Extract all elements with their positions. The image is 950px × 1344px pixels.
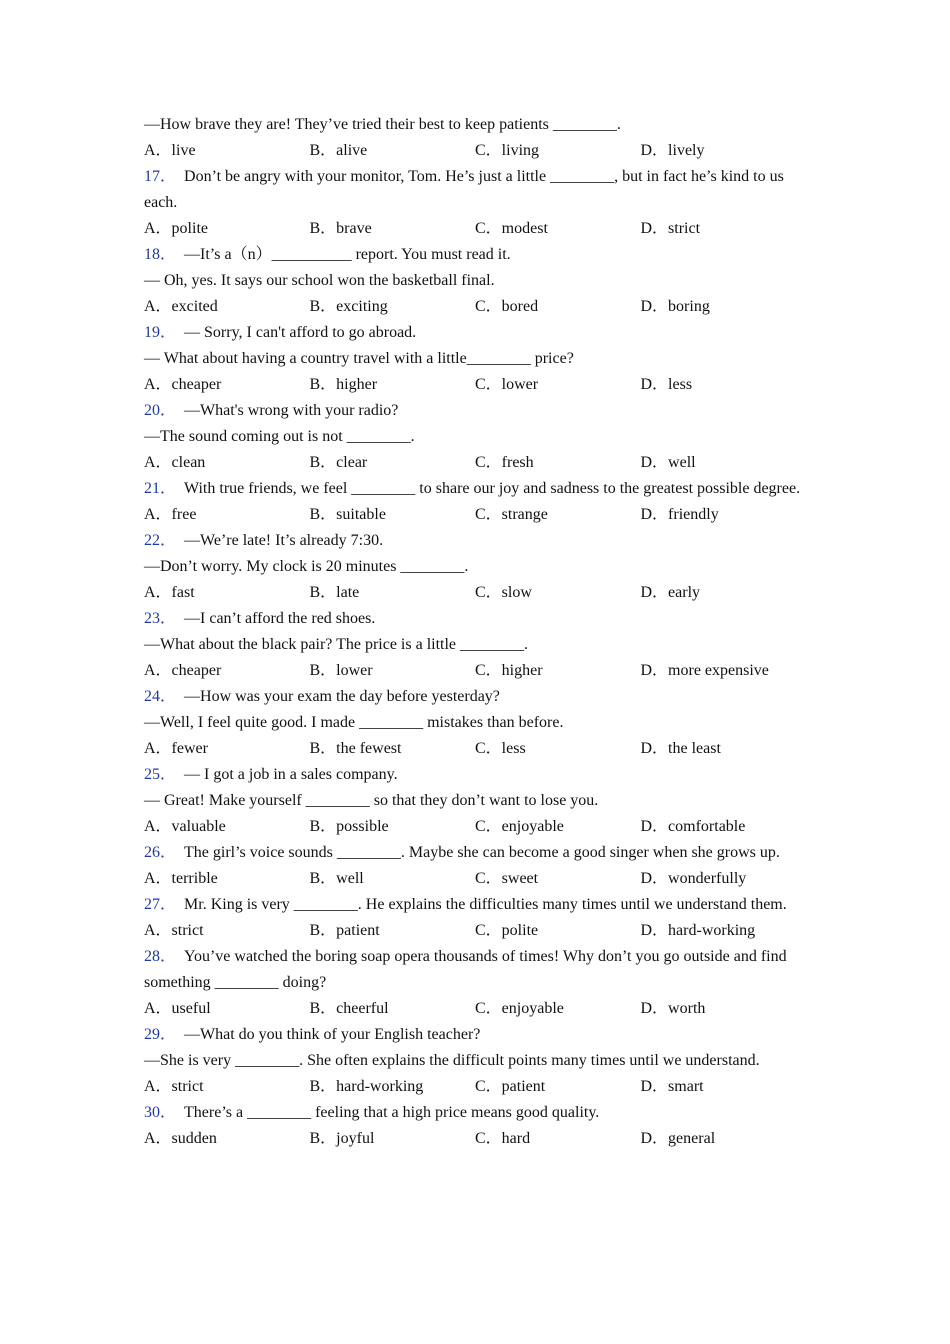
question-stem <box>144 684 814 710</box>
question-item <box>144 1022 814 1100</box>
question-stem <box>144 762 814 788</box>
option-b: B．hard-working <box>309 1078 424 1095</box>
question-number: 24． <box>144 688 177 705</box>
question-text: Mr. King is very ________. He explains the difficulties many times until we understand them. <box>184 896 787 913</box>
question-text: — Great! Make yourself ________ so that they don’t want to lose you. <box>144 792 599 809</box>
question-list <box>144 112 814 1152</box>
question-item <box>144 242 814 320</box>
option-b: B．possible <box>309 818 389 835</box>
option-d: D．comfortable <box>640 818 746 835</box>
question-stem <box>144 320 814 346</box>
question-text: —What do you think of your English teacher? <box>184 1026 481 1043</box>
answer-options <box>144 450 814 476</box>
answer-options <box>144 658 814 684</box>
answer-options <box>144 1126 814 1152</box>
question-dialogue-line <box>144 632 814 658</box>
question-number: 18． <box>144 246 177 263</box>
option-c: C．enjoyable <box>475 1000 564 1017</box>
answer-options <box>144 580 814 606</box>
question-text: — Sorry, I can't afford to go abroad. <box>184 324 417 341</box>
option-b: B．lower <box>309 662 373 679</box>
question-item <box>144 684 814 762</box>
option-c: C．fresh <box>475 454 534 471</box>
question-dialogue-line <box>144 268 814 294</box>
question-stem <box>144 164 814 216</box>
option-b: B．suitable <box>309 506 386 523</box>
question-item <box>144 320 814 398</box>
question-item <box>144 164 814 242</box>
answer-options <box>144 996 814 1022</box>
question-item <box>144 606 814 684</box>
question-text: The girl’s voice sounds ________. Maybe she can become a good singer when she grows up. <box>184 844 780 861</box>
answer-options <box>144 866 814 892</box>
option-a: A．sudden <box>144 1130 217 1147</box>
option-b: B．the fewest <box>309 740 402 757</box>
question-stem <box>144 606 814 632</box>
question-number: 30． <box>144 1104 177 1121</box>
question-stem <box>144 398 814 424</box>
option-c: C．patient <box>475 1078 546 1095</box>
question-text: —How was your exam the day before yesterday? <box>184 688 500 705</box>
answer-options <box>144 216 814 242</box>
option-a: A．terrible <box>144 870 218 887</box>
answer-options <box>144 372 814 398</box>
question-text: —She is very ________. She often explains the difficult points many times until we understand. <box>144 1052 760 1069</box>
question-number: 20． <box>144 402 177 419</box>
questions <box>144 164 814 1152</box>
option-c: C．living <box>475 142 540 159</box>
question-item <box>144 944 814 1022</box>
answer-options <box>144 294 814 320</box>
option-c: C．sweet <box>475 870 539 887</box>
question-item <box>144 892 814 944</box>
question-dialogue-line <box>144 1048 814 1074</box>
option-d: D．early <box>640 584 701 601</box>
question-text: —Don’t worry. My clock is 20 minutes ________. <box>144 558 469 575</box>
question-text: —Well, I feel quite good. I made ________ mistakes than before. <box>144 714 564 731</box>
option-d: D．boring <box>640 298 710 315</box>
option-a: A．fast <box>144 584 195 601</box>
question-item <box>144 840 814 892</box>
option-a: A．valuable <box>144 818 226 835</box>
question-text: —What's wrong with your radio? <box>184 402 399 419</box>
question-item <box>144 528 814 606</box>
answer-options <box>144 814 814 840</box>
answer-options <box>144 502 814 528</box>
question-text: — What about having a country travel with a little________ price? <box>144 350 574 367</box>
question-number: 26． <box>144 844 177 861</box>
option-a: A．excited <box>144 298 218 315</box>
option-d: D．worth <box>640 1000 706 1017</box>
question-text: Don’t be angry with your monitor, Tom. He’s just a little ________, but in fact he’s kind to us each. <box>144 168 784 211</box>
question-dialogue-line <box>144 346 814 372</box>
question-text: —The sound coming out is not ________. <box>144 428 415 445</box>
question-text: With true friends, we feel ________ to share our joy and sadness to the greatest possible degree. <box>184 480 801 497</box>
option-a: A．polite <box>144 220 208 237</box>
question-text: —What about the black pair? The price is a little ________. <box>144 636 529 653</box>
answer-options <box>144 1074 814 1100</box>
question-stem <box>144 242 814 268</box>
option-b: B．alive <box>309 142 368 159</box>
option-a: A．live <box>144 142 196 159</box>
option-a: A．strict <box>144 922 204 939</box>
intro-options <box>144 138 814 164</box>
question-stem <box>144 892 814 918</box>
question-text: —We’re late! It’s already 7:30. <box>184 532 384 549</box>
question-number: 22． <box>144 532 177 549</box>
intro-dialogue-line: —How brave they are! They’ve tried their best to keep patients ________. <box>144 116 621 133</box>
option-d: D．more expensive <box>640 662 769 679</box>
option-d: D．well <box>640 454 696 471</box>
question-text: — Oh, yes. It says our school won the basketball final. <box>144 272 495 289</box>
option-d: D．less <box>640 376 693 393</box>
option-b: B．clear <box>309 454 368 471</box>
option-c: C．higher <box>475 662 543 679</box>
question-stem <box>144 528 814 554</box>
option-c: C．polite <box>475 922 539 939</box>
question-stem <box>144 1100 814 1126</box>
question-stem <box>144 944 814 996</box>
option-b: B．exciting <box>309 298 388 315</box>
option-b: B．well <box>309 870 364 887</box>
option-a: A．strict <box>144 1078 204 1095</box>
option-b: B．cheerful <box>309 1000 389 1017</box>
option-a: A．clean <box>144 454 206 471</box>
question-number: 27． <box>144 896 177 913</box>
question-number: 25． <box>144 766 177 783</box>
option-d: D．wonderfully <box>640 870 747 887</box>
question-number: 23． <box>144 610 177 627</box>
question-text: —I can’t afford the red shoes. <box>184 610 376 627</box>
question-text: — I got a job in a sales company. <box>184 766 398 783</box>
question-stem <box>144 840 814 866</box>
option-d: D．lively <box>640 142 705 159</box>
question-stem <box>144 1022 814 1048</box>
option-c: C．enjoyable <box>475 818 564 835</box>
option-c: C．hard <box>475 1130 531 1147</box>
answer-options <box>144 736 814 762</box>
question-item <box>144 762 814 840</box>
option-b: B．joyful <box>309 1130 375 1147</box>
question-text: —It’s a（n）__________ report. You must read it. <box>184 246 511 263</box>
option-d: D．hard-working <box>640 922 756 939</box>
option-d: D．strict <box>640 220 701 237</box>
option-b: B．higher <box>309 376 378 393</box>
question-dialogue-line <box>144 710 814 736</box>
option-b: B．brave <box>309 220 372 237</box>
option-b: B．late <box>309 584 360 601</box>
question-dialogue-line <box>144 424 814 450</box>
option-a: A．cheaper <box>144 376 222 393</box>
question-dialogue-line <box>144 788 814 814</box>
option-c: C．less <box>475 740 526 757</box>
option-a: A．fewer <box>144 740 208 757</box>
option-c: C．modest <box>475 220 548 237</box>
option-c: C．slow <box>475 584 532 601</box>
option-d: D．the least <box>640 740 721 757</box>
option-d: D．friendly <box>640 506 719 523</box>
option-d: D．smart <box>640 1078 704 1095</box>
option-a: A．useful <box>144 1000 211 1017</box>
question-item <box>144 1100 814 1152</box>
option-c: C．lower <box>475 376 539 393</box>
question-item <box>144 476 814 528</box>
question-text: There’s a ________ feeling that a high price means good quality. <box>184 1104 600 1121</box>
option-c: C．strange <box>475 506 548 523</box>
option-a: A．cheaper <box>144 662 222 679</box>
option-c: C．bored <box>475 298 539 315</box>
option-b: B．patient <box>309 922 380 939</box>
question-number: 28． <box>144 948 177 965</box>
question-text: You’ve watched the boring soap opera thousands of times! Why don’t you go outside and find something ________ doing? <box>144 948 787 991</box>
option-d: D．general <box>640 1130 716 1147</box>
question-number: 19． <box>144 324 177 341</box>
question-dialogue-line <box>144 554 814 580</box>
question-number: 21． <box>144 480 177 497</box>
option-a: A．free <box>144 506 197 523</box>
question-stem <box>144 476 814 502</box>
question-number: 17． <box>144 168 177 185</box>
question-item <box>144 398 814 476</box>
question-number: 29． <box>144 1026 177 1043</box>
answer-options <box>144 918 814 944</box>
